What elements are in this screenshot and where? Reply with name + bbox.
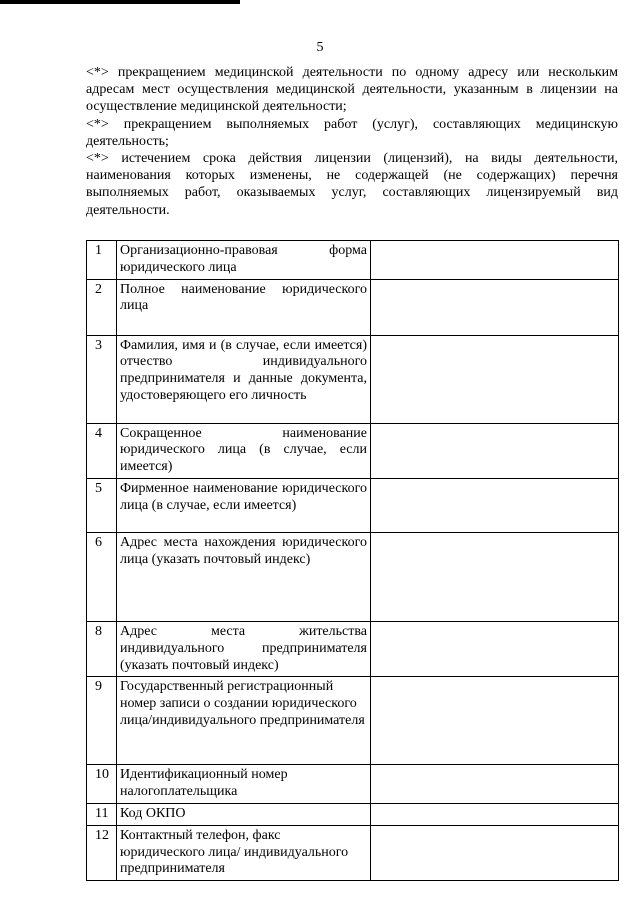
table-row [87,335,619,423]
row-number: 12 [87,825,117,880]
intro-paragraphs [86,64,618,219]
row-value-field[interactable] [371,765,619,804]
row-value-field[interactable] [371,279,619,335]
table-row [87,241,619,280]
row-label: Адрес места жительства индивидуального предпринимателя (указать почтовый индекс) [117,621,371,676]
row-value-field[interactable] [371,803,619,825]
page-number: 5 [316,40,324,55]
table-row [87,765,619,804]
row-value-field[interactable] [371,335,619,423]
row-label: Полное наименование юридического лица [117,279,371,335]
row-label: Идентификационный номер налогоплательщика [117,765,371,804]
row-number: 4 [87,423,117,478]
table-row [87,621,619,676]
row-value-field[interactable] [371,532,619,621]
paragraph-termination-address: <*> прекращением медицинской деятельности по одному адресу или нескольким адресам мест осуществления медицинской деятельности, указанным в лицензии на осуществление медицинской деятельности; [86,65,618,115]
top-rule [0,0,240,4]
row-number: 1 [87,241,117,280]
table-row [87,803,619,825]
row-label: Государственный регистрационный номер записи о создании юридического лица/индивидуального предпринимателя [117,677,371,765]
row-number: 9 [87,677,117,765]
row-label: Контактный телефон, факс юридического лица/ индивидуального предпринимателя [117,825,371,880]
row-value-field[interactable] [371,478,619,532]
row-value-field[interactable] [371,677,619,765]
row-number: 8 [87,621,117,676]
table-row [87,677,619,765]
row-number: 3 [87,335,117,423]
row-number: 2 [87,279,117,335]
row-number: 10 [87,765,117,804]
row-number: 5 [87,478,117,532]
table-row [87,532,619,621]
row-value-field[interactable] [371,825,619,880]
row-label: Код ОКПО [117,803,371,825]
row-value-field[interactable] [371,621,619,676]
row-number: 11 [87,803,117,825]
table-row [87,423,619,478]
paragraph-license-expiry: <*> истечением срока действия лицензии (лицензий), на виды деятельности, наименования которых изменены, не содержащей (не содержащих) перечня выполняемых работ, оказываемых услуг, составляющих лицензируемый вид деятельности. [86,151,618,218]
paragraph-termination-works: <*> прекращением выполняемых работ (услуг), составляющих медицинскую деятельность; [86,116,618,149]
license-form-table [86,240,619,881]
row-label: Фамилия, имя и (в случае, если имеется) отчество индивидуального предпринимателя и данные документа, удостоверяющего его личность [117,335,371,423]
row-number: 6 [87,532,117,621]
table-row [87,279,619,335]
table-row [87,825,619,880]
row-value-field[interactable] [371,423,619,478]
row-label: Организационно-правовая форма юридического лица [117,241,371,280]
row-label: Адрес места нахождения юридического лица (указать почтовый индекс) [117,532,371,621]
table-row [87,478,619,532]
row-value-field[interactable] [371,241,619,280]
row-label: Фирменное наименование юридического лица (в случае, если имеется) [117,478,371,532]
row-label: Сокращенное наименование юридического лица (в случае, если имеется) [117,423,371,478]
